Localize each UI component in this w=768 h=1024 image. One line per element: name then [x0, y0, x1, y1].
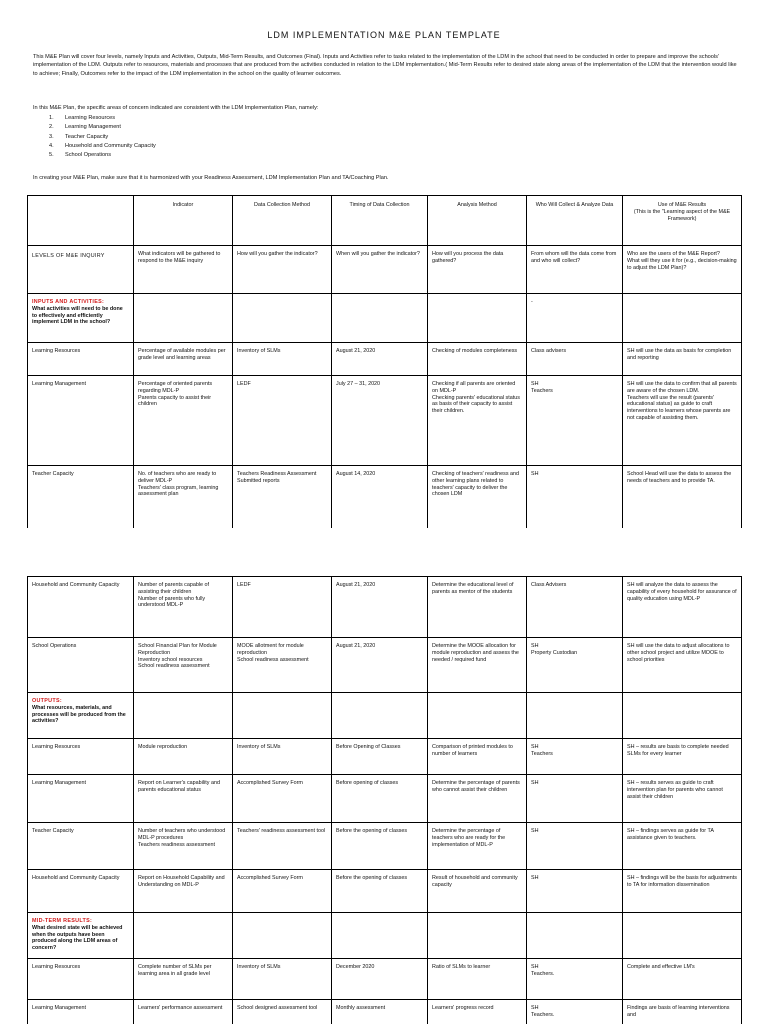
area-item: [49, 114, 156, 123]
collection-method-cell: Teachers Readiness Assessment Submitted reports: [233, 466, 332, 529]
timing-cell: When will you gather the indicator?: [332, 246, 428, 294]
empty-cell: [428, 693, 527, 739]
areas-of-concern-list: [49, 114, 156, 160]
analysis-method-cell: Checking if all parents are oriented on MDL-P Checking parents' educational status as basis of their capacity to assist their children.: [428, 376, 527, 466]
section-title: INPUTS AND ACTIVITIES:: [32, 299, 105, 305]
empty-cell: [527, 693, 623, 739]
area-cell: Teacher Capacity: [28, 466, 134, 529]
empty-cell: [623, 913, 742, 959]
timing-cell: August 21, 2020: [332, 343, 428, 376]
collection-method-cell: School designed assessment tool: [233, 1000, 332, 1024]
timing-cell: December 2020: [332, 959, 428, 1000]
section-description: What resources, materials, and processes will be produced from the activities?: [32, 704, 126, 725]
table-row: [28, 466, 742, 529]
timing-cell: Before opening of classes: [332, 775, 428, 823]
section-label-cell: [28, 913, 134, 959]
section-title: MID-TERM RESULTS:: [32, 918, 93, 924]
area-cell: Household and Community Capacity: [28, 870, 134, 913]
column-header: Analysis Method: [428, 196, 527, 246]
section-row-midterm: [28, 913, 742, 959]
area-cell: Household and Community Capacity: [28, 577, 134, 638]
empty-cell: -: [527, 294, 623, 343]
indicator-cell: No. of teachers who are ready to deliver MDL-P Teachers' class program, learning assessment plan: [134, 466, 233, 529]
analysis-method-cell: Determine the MOOE allocation for module reproduction and assess the needed / required fund: [428, 638, 527, 693]
area-cell: Teacher Capacity: [28, 823, 134, 870]
collector-cell: SH: [527, 870, 623, 913]
use-of-results-cell: Findings are basis of learning interventions and: [623, 1000, 742, 1024]
indicator-cell: Report on Learner's capability and parents educational status: [134, 775, 233, 823]
area-cell: Learning Management: [28, 775, 134, 823]
collector-cell: SH Teachers: [527, 739, 623, 775]
area-cell: Learning Management: [28, 1000, 134, 1024]
table-row: [28, 246, 742, 294]
timing-cell: Monthly assessment: [332, 1000, 428, 1024]
collection-method-cell: LEDF: [233, 376, 332, 466]
use-of-results-cell: SH – findings serves as guide for TA assistance given to teachers.: [623, 823, 742, 870]
column-header: Who Will Collect & Analyze Data: [527, 196, 623, 246]
use-of-results-cell: SH – results are basis to complete needed SLMs for every learner: [623, 739, 742, 775]
section-row-inputs: [28, 294, 742, 343]
section-title: OUTPUTS:: [32, 698, 62, 704]
indicator-cell: Module reproduction: [134, 739, 233, 775]
empty-cell: [332, 693, 428, 739]
area-cell: Learning Resources: [28, 739, 134, 775]
table-row: [28, 775, 742, 823]
area-cell: Learning Resources: [28, 343, 134, 376]
collection-method-cell: LEDF: [233, 577, 332, 638]
analysis-method-cell: Comparison of printed modules to number of learners: [428, 739, 527, 775]
column-header: Use of M&E Results (This is the "Learning aspect of the M&E Framework): [623, 196, 742, 246]
indicator-cell: Report on Household Capability and Understanding on MDL-P: [134, 870, 233, 913]
table-row: [28, 577, 742, 638]
use-of-results-cell: SH will use the data to confirm that all parents are aware of the chosen LDM. Teachers will use the result (parents' educational status) as guide to craft interventions to learners whose parents are not capable of assisting them.: [623, 376, 742, 466]
collector-cell: SH: [527, 823, 623, 870]
section-label-cell: [28, 294, 134, 343]
area-label: Learning Management: [65, 124, 121, 131]
use-of-results-cell: SH – findings will be the basis for adjustments to TA for information dissemination: [623, 870, 742, 913]
use-of-results-cell: SH will use the data to adjust allocations to other school project and utilize MOOE to school priorities: [623, 638, 742, 693]
empty-cell: [233, 693, 332, 739]
harmonize-note: In creating your M&E Plan, make sure that it is harmonized with your Readiness Assessment, LDM Implementation Plan and TA/Coaching Plan.: [33, 175, 389, 181]
empty-cell: [332, 913, 428, 959]
analysis-method-cell: Determine the percentage of parents who cannot assist their children: [428, 775, 527, 823]
area-number: 2.: [49, 124, 54, 131]
collector-cell: SH Teachers.: [527, 959, 623, 1000]
collector-cell: Class advisers: [527, 343, 623, 376]
area-label: Household and Community Capacity: [65, 142, 156, 149]
area-item: [49, 151, 156, 160]
analysis-method-cell: How will you process the data gathered?: [428, 246, 527, 294]
timing-cell: Before Opening of Classes: [332, 739, 428, 775]
empty-cell: [623, 693, 742, 739]
empty-cell: [233, 913, 332, 959]
collection-method-cell: Inventory of SLMs: [233, 739, 332, 775]
table-row: [28, 638, 742, 693]
empty-cell: [428, 913, 527, 959]
table-row: [28, 343, 742, 376]
collector-cell: SH Property Custodian: [527, 638, 623, 693]
timing-cell: July 27 – 31, 2020: [332, 376, 428, 466]
analysis-method-cell: Determine the educational level of parents as mentor of the students: [428, 577, 527, 638]
timing-cell: Before the opening of classes: [332, 870, 428, 913]
analysis-method-cell: Determine the percentage of teachers who are ready for the implementation of MDL-P: [428, 823, 527, 870]
section-description: What activities will need to be done to effectively and efficiently implement LDM in the school?: [32, 305, 123, 326]
document-page-2: [0, 576, 768, 1024]
area-label: Teacher Capacity: [65, 133, 109, 140]
use-of-results-cell: SH will use the data as basis for completion and reporting: [623, 343, 742, 376]
table-row: [28, 870, 742, 913]
collection-method-cell: Accomplished Survey Form: [233, 870, 332, 913]
empty-cell: [134, 693, 233, 739]
column-header: Data Collection Method: [233, 196, 332, 246]
empty-cell: [134, 913, 233, 959]
area-number: 3.: [49, 133, 54, 140]
empty-cell: [527, 913, 623, 959]
analysis-method-cell: Checking of modules completeness: [428, 343, 527, 376]
indicator-cell: Percentage of available modules per grade level and learning areas: [134, 343, 233, 376]
column-header: Indicator: [134, 196, 233, 246]
empty-cell: [332, 294, 428, 343]
use-of-results-cell: Complete and effective LM's: [623, 959, 742, 1000]
collection-method-cell: How will you gather the indicator?: [233, 246, 332, 294]
timing-cell: Before the opening of classes: [332, 823, 428, 870]
indicator-cell: What indicators will be gathered to respond to the M&E inquiry: [134, 246, 233, 294]
area-number: 5.: [49, 152, 54, 159]
indicator-cell: Number of parents capable of assisting their children Number of parents who fully understood MDL-P: [134, 577, 233, 638]
table-row: [28, 739, 742, 775]
intro-paragraph: This M&E Plan will cover four levels, namely Inputs and Activities, Outputs, Mid-Term Results, and Outcomes (Final). Inputs and Activities refer to tasks related to the implementation of the LDM in the school that need to be conducted in order to prepare and improve the schools' implementation of the LDM. Outputs refer to resources, materials and processes that are produced from the activities conducted in relation to the LDM implementation.( Mid-Term Results refer to desired state along areas of the implementation of the LDM that the intervention would like to achieve; Finally, Outcomes refer to the impact of the LDM implementation in the school on the quality of learner outcomes.: [33, 54, 737, 77]
area-cell: School Operations: [28, 638, 134, 693]
empty-cell: [428, 294, 527, 343]
collection-method-cell: Inventory of SLMs: [233, 959, 332, 1000]
area-cell: Learning Resources: [28, 959, 134, 1000]
area-item: [49, 142, 156, 151]
indicator-cell: School Financial Plan for Module Reproduction Inventory school resources School readiness assessment: [134, 638, 233, 693]
column-header: [28, 196, 134, 246]
area-cell: LEVELS OF M&E INQUIRY: [28, 246, 134, 294]
use-of-results-cell: School Head will use the data to assess the needs of teachers and to provide TA.: [623, 466, 742, 529]
timing-cell: August 14, 2020: [332, 466, 428, 529]
indicator-cell: Complete number of SLMs per learning area in all grade level: [134, 959, 233, 1000]
indicator-cell: Learners' performance assessment: [134, 1000, 233, 1024]
column-header: Timing of Data Collection: [332, 196, 428, 246]
analysis-method-cell: Result of household and community capacity: [428, 870, 527, 913]
me-plan-table-part-2: [27, 576, 742, 1024]
collector-cell: From whom will the data come from and who will collect?: [527, 246, 623, 294]
collection-method-cell: Teachers' readiness assessment tool: [233, 823, 332, 870]
page-break: [0, 528, 768, 576]
table-row: [28, 959, 742, 1000]
area-label: School Operations: [65, 152, 112, 159]
analysis-method-cell: Checking of teachers' readiness and other learning plans related to teachers' capacity to deliver the chosen LDM: [428, 466, 527, 529]
section-row-outputs: [28, 693, 742, 739]
empty-cell: [233, 294, 332, 343]
empty-cell: [623, 294, 742, 343]
collector-cell: SH: [527, 466, 623, 529]
section-description: What desired state will be achieved when the outputs have been produced along the LDM areas of concern?: [32, 924, 123, 952]
table-row: [28, 1000, 742, 1024]
collection-method-cell: MOOE allotment for module reproduction School readiness assessment: [233, 638, 332, 693]
area-item: [49, 123, 156, 132]
collector-cell: SH Teachers: [527, 376, 623, 466]
collection-method-cell: Accomplished Survey Form: [233, 775, 332, 823]
collector-cell: Class Advisers: [527, 577, 623, 638]
area-cell: Learning Management: [28, 376, 134, 466]
indicator-cell: Percentage of oriented parents regarding MDL-P Parents capacity to assist their children: [134, 376, 233, 466]
area-number: 4.: [49, 142, 54, 149]
area-label: Learning Resources: [65, 115, 116, 121]
timing-cell: August 21, 2020: [332, 577, 428, 638]
empty-cell: [134, 294, 233, 343]
section-label-cell: [28, 693, 134, 739]
document-title: LDM IMPLEMENTATION M&E PLAN TEMPLATE: [267, 30, 501, 40]
use-of-results-cell: SH – results serves as guide to craft intervention plan for parents who cannot assist their children: [623, 775, 742, 823]
table-row: [28, 823, 742, 870]
me-plan-table-part-1: [27, 195, 742, 528]
area-number: 1.: [49, 115, 54, 121]
table-header-row: [28, 196, 742, 246]
use-of-results-cell: SH will analyze the data to assess the capability of every household for assurance of quality education using MDL-P: [623, 577, 742, 638]
analysis-method-cell: Ratio of SLMs to learner: [428, 959, 527, 1000]
areas-intro: In this M&E Plan, the specific areas of concern indicated are consistent with the LDM Implementation Plan, namely:: [33, 105, 319, 111]
analysis-method-cell: Learners' progress record: [428, 1000, 527, 1024]
timing-cell: August 21, 2020: [332, 638, 428, 693]
use-of-results-cell: Who are the users of the M&E Report? What will they use it for (e.g., decision-making to adjust the LDM Plan)?: [623, 246, 742, 294]
area-item: [49, 133, 156, 142]
indicator-cell: Number of teachers who understood MDL-P procedures Teachers readiness assessment: [134, 823, 233, 870]
table-row: [28, 376, 742, 466]
collector-cell: SH Teachers.: [527, 1000, 623, 1024]
collector-cell: SH: [527, 775, 623, 823]
collection-method-cell: Inventory of SLMs: [233, 343, 332, 376]
